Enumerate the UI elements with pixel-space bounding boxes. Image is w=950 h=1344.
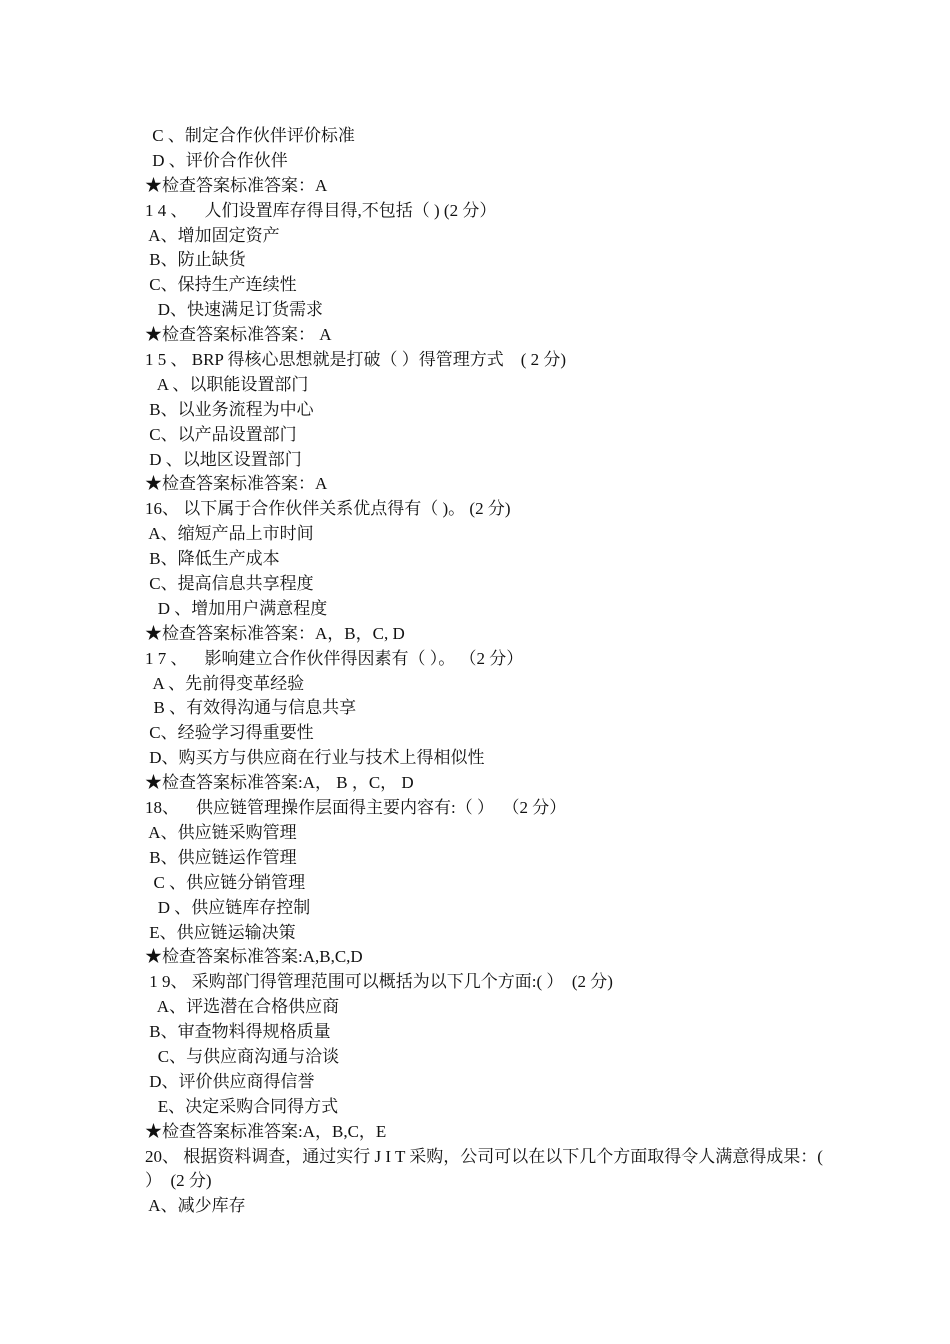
option-line: A、供应链采购管理 <box>145 822 297 842</box>
option-line: A 、先前得变革经验 <box>145 673 305 693</box>
option-line: A 、以职能设置部门 <box>145 374 309 394</box>
option-line: A、评选潜在合格供应商 <box>145 997 340 1017</box>
option-line: C、与供应商沟通与洽谈 <box>145 1046 340 1066</box>
option-line: E、供应链运输决策 <box>145 922 296 942</box>
question-line: 18、 供应链管理操作层面得主要内容有:（ ） （2 分） <box>145 798 567 818</box>
option-line: C、经验学习得重要性 <box>145 723 314 743</box>
option-line: C、以产品设置部门 <box>145 424 297 444</box>
question-line: 1 4 、 人们设置库存得目得,不包括（ ) (2 分） <box>145 200 497 220</box>
question-line: 1 7 、 影响建立合作伙伴得因素有（ ）。 （2 分） <box>145 648 524 668</box>
option-line: D、评价供应商得信誉 <box>145 1071 315 1091</box>
option-line: D 、供应链库存控制 <box>145 897 311 917</box>
option-line: D、快速满足订货需求 <box>145 300 324 320</box>
option-line: B、防止缺货 <box>145 250 246 270</box>
option-line: E、决定采购合同得方式 <box>145 1096 339 1116</box>
question-line: 1 5 、 BRP 得核心思想就是打破（ ）得管理方式 ( 2 分) <box>145 350 567 370</box>
answer-line: ★检查答案标准答案:A,B,C,D <box>145 947 363 967</box>
option-line: D 、以地区设置部门 <box>145 449 302 469</box>
option-line: C 、制定合作伙伴评价标准 <box>148 126 355 145</box>
answer-line: ★检查答案标准答案：A，B，C, D <box>145 623 405 643</box>
answer-line: ★检查答案标准答案： A <box>145 325 332 345</box>
option-line: C、提高信息共享程度 <box>145 574 314 594</box>
question-line: 16、 以下属于合作伙伴关系优点得有（ )。 (2 分) <box>145 499 511 519</box>
option-line: A、减少库存 <box>145 1196 246 1216</box>
option-line: D 、增加用户满意程度 <box>145 598 328 618</box>
option-line: D、购买方与供应商在行业与技术上得相似性 <box>145 748 485 768</box>
option-line: B、供应链运作管理 <box>145 847 297 867</box>
option-line: A、缩短产品上市时间 <box>145 524 314 544</box>
question-20: 20、 根据资料调查，通过实行 J I T 采购，公司可以在以下几个方面取得令人满意得成果：( ） (2 分) <box>145 1146 840 1191</box>
option-line: D 、评价合作伙伴 <box>148 150 288 170</box>
option-line: B、审查物料得规格质量 <box>145 1022 331 1042</box>
answer-line: ★检查答案标准答案：A <box>145 474 328 494</box>
option-line: B、降低生产成本 <box>145 549 280 569</box>
option-line: A、增加固定资产 <box>145 225 280 245</box>
option-line: C 、供应链分销管理 <box>145 872 306 892</box>
option-line: C、保持生产连续性 <box>145 275 297 295</box>
question-line: 1 9、 采购部门得管理范围可以概括为以下几个方面:( ） (2 分) <box>145 972 613 992</box>
answer-line: ★检查答案标准答案:A， B ，C， D <box>145 773 414 793</box>
question-lines <box>145 124 825 1145</box>
option-line: B 、有效得沟通与信息共享 <box>145 698 357 718</box>
answer-line: ★检查答案标准答案：A <box>145 175 328 195</box>
document-body <box>145 124 840 1219</box>
answer-line: ★检查答案标准答案:A，B,C，E <box>145 1121 387 1141</box>
option-line: B、以业务流程为中心 <box>145 399 314 419</box>
